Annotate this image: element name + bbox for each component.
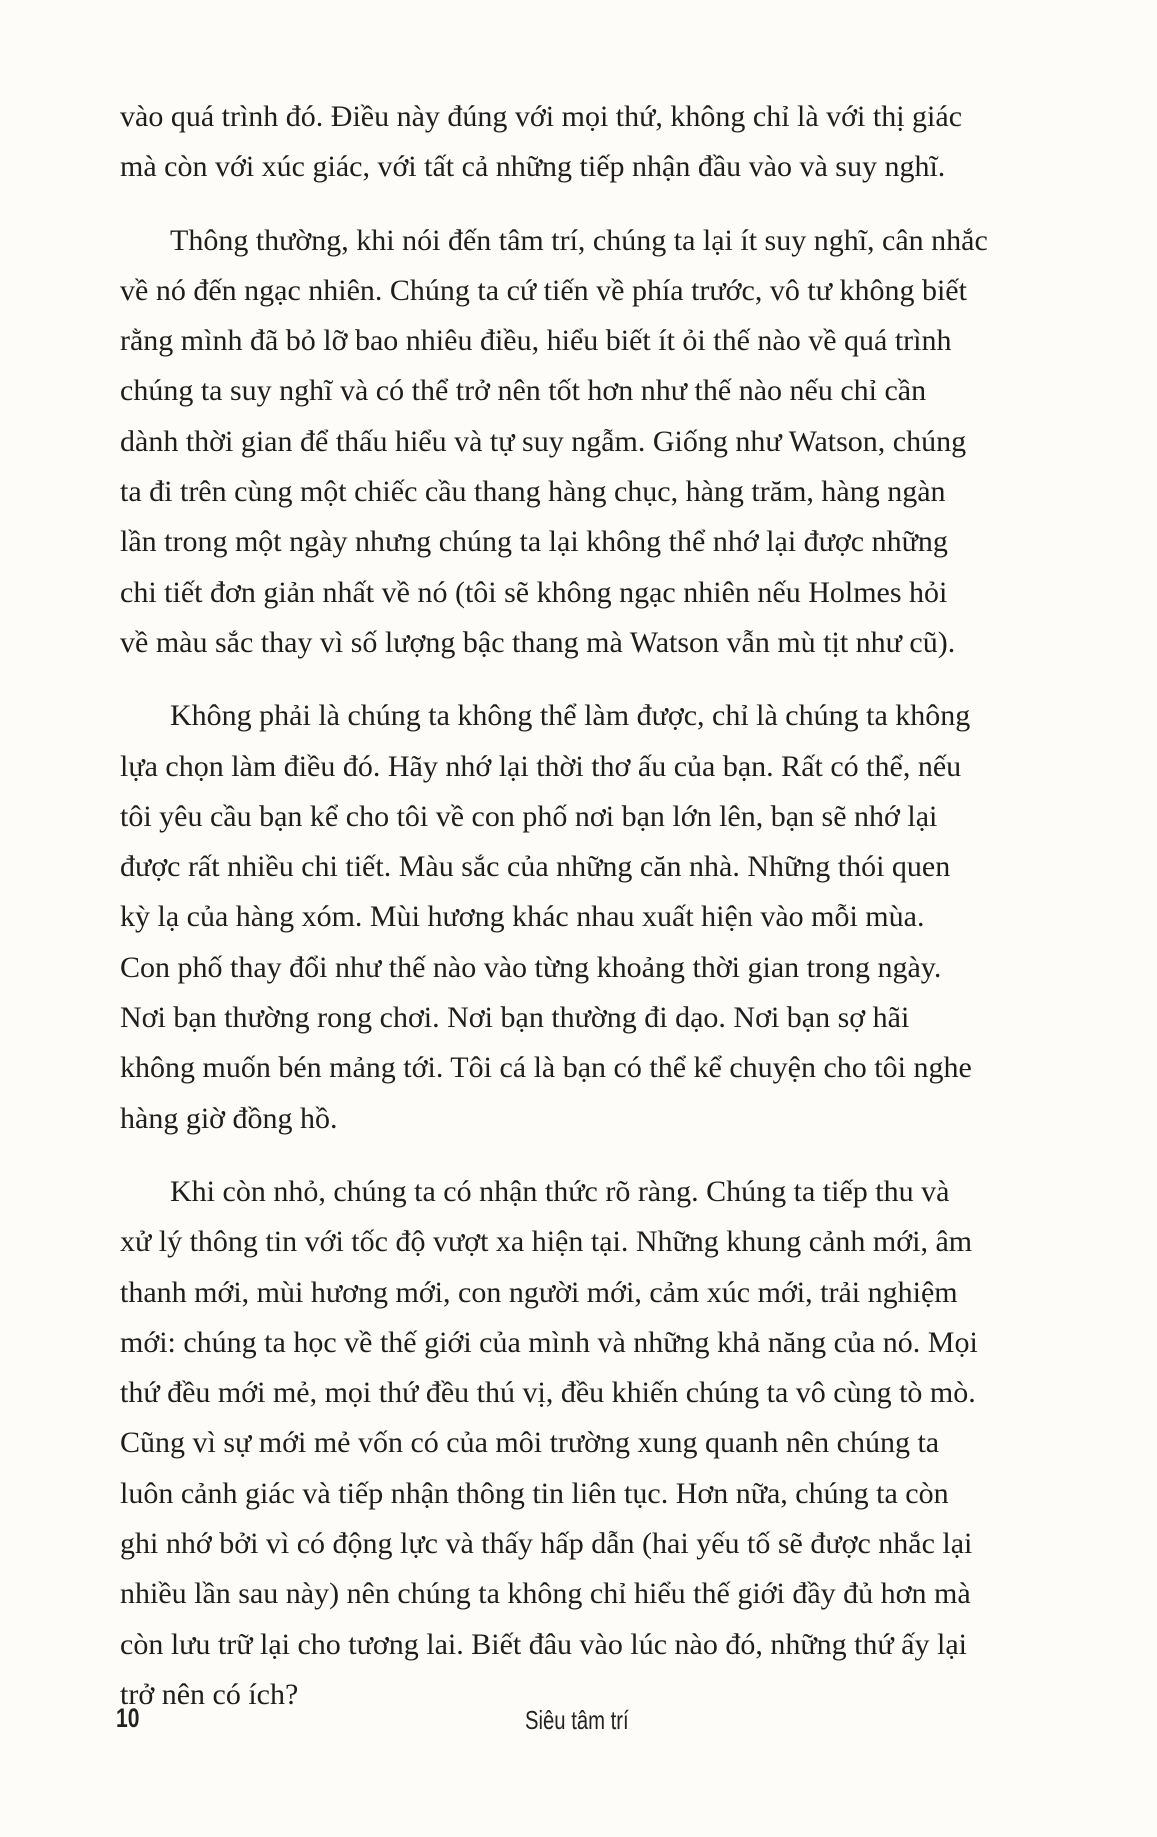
text-line: lựa chọn làm điều đó. Hãy nhớ lại thời thơ ấu của bạn. Rất có thể, nếu bbox=[120, 749, 962, 783]
text-line: kỳ lạ của hàng xóm. Mùi hương khác nhau xuất hiện vào mỗi mùa. bbox=[120, 900, 925, 934]
text-line: về màu sắc thay vì số lượng bậc thang mà Watson vẫn mù tịt như cũ). bbox=[120, 625, 956, 659]
text-line: rằng mình đã bỏ lỡ bao nhiêu điều, hiểu biết ít ỏi thế nào về quá trình bbox=[120, 324, 952, 358]
body-text bbox=[120, 92, 1085, 1720]
text-line: mới: chúng ta học về thế giới của mình và những khả năng của nó. Mọi bbox=[120, 1325, 978, 1359]
text-line: Nơi bạn thường rong chơi. Nơi bạn thường đi dạo. Nơi bạn sợ hãi bbox=[120, 1001, 910, 1035]
paragraph bbox=[120, 216, 1085, 669]
text-line: Con phố thay đổi như thế nào vào từng khoảng thời gian trong ngày. bbox=[120, 950, 942, 984]
text-line: thanh mới, mùi hương mới, con người mới, cảm xúc mới, trải nghiệm bbox=[120, 1275, 958, 1309]
text-line: tôi yêu cầu bạn kể cho tôi về con phố nơi bạn lớn lên, bạn sẽ nhớ lại bbox=[120, 799, 938, 833]
paragraph-gap bbox=[120, 1144, 1085, 1167]
text-line: còn lưu trữ lại cho tương lai. Biết đâu vào lúc nào đó, những thứ ấy lại bbox=[120, 1627, 967, 1661]
text-line: lần trong một ngày nhưng chúng ta lại không thể nhớ lại được những bbox=[120, 525, 948, 559]
text-line: chi tiết đơn giản nhất về nó (tôi sẽ không ngạc nhiên nếu Holmes hỏi bbox=[120, 575, 948, 609]
text-line: trở nên có ích? bbox=[120, 1677, 299, 1711]
text-line: thứ đều mới mẻ, mọi thứ đều thú vị, đều khiến chúng ta vô cùng tò mò. bbox=[120, 1376, 976, 1410]
text-line: Thông thường, khi nói đến tâm trí, chúng ta lại ít suy nghĩ, cân nhắc bbox=[170, 223, 988, 257]
text-line: dành thời gian để thấu hiểu và tự suy ngẫm. Giống như Watson, chúng bbox=[120, 424, 967, 458]
text-line: Không phải là chúng ta không thể làm được, chỉ là chúng ta không bbox=[170, 699, 971, 733]
text-line: Khi còn nhỏ, chúng ta có nhận thức rõ ràng. Chúng ta tiếp thu và bbox=[170, 1174, 950, 1208]
paragraph bbox=[120, 1167, 1085, 1720]
text-line: xử lý thông tin với tốc độ vượt xa hiện tại. Những khung cảnh mới, âm bbox=[120, 1225, 973, 1259]
paragraph-gap bbox=[120, 668, 1085, 691]
text-line: ghi nhớ bởi vì có động lực và thấy hấp dẫn (hai yếu tố sẽ được nhắc lại bbox=[120, 1527, 973, 1561]
text-line: chúng ta suy nghĩ và có thể trở nên tốt hơn như thế nào nếu chỉ cần bbox=[120, 374, 927, 408]
text-line: vào quá trình đó. Điều này đúng với mọi thứ, không chỉ là với thị giác bbox=[120, 100, 963, 133]
text-line: không muốn bén mảng tới. Tôi cá là bạn có thể kể chuyện cho tôi nghe bbox=[120, 1051, 972, 1085]
running-title: Siêu tâm trí bbox=[525, 1705, 629, 1735]
text-line: về nó đến ngạc nhiên. Chúng ta cứ tiến về phía trước, vô tư không biết bbox=[120, 273, 967, 307]
text-line: nhiều lần sau này) nên chúng ta không chỉ hiểu thế giới đầy đủ hơn mà bbox=[120, 1577, 971, 1611]
text-line: luôn cảnh giác và tiếp nhận thông tin liên tục. Hơn nữa, chúng ta còn bbox=[120, 1476, 949, 1510]
paragraph bbox=[120, 92, 1085, 193]
text-line: Cũng vì sự mới mẻ vốn có của môi trường xung quanh nên chúng ta bbox=[120, 1426, 940, 1460]
text-line: mà còn với xúc giác, với tất cả những tiếp nhận đầu vào và suy nghĩ. bbox=[120, 150, 946, 184]
paragraph-gap bbox=[120, 193, 1085, 216]
text-line: ta đi trên cùng một chiếc cầu thang hàng chục, hàng trăm, hàng ngàn bbox=[120, 475, 946, 509]
paragraph bbox=[120, 691, 1085, 1144]
text-line: được rất nhiều chi tiết. Màu sắc của những căn nhà. Những thói quen bbox=[120, 850, 951, 884]
text-line: hàng giờ đồng hồ. bbox=[120, 1101, 338, 1135]
page-number: 10 bbox=[116, 1703, 140, 1733]
